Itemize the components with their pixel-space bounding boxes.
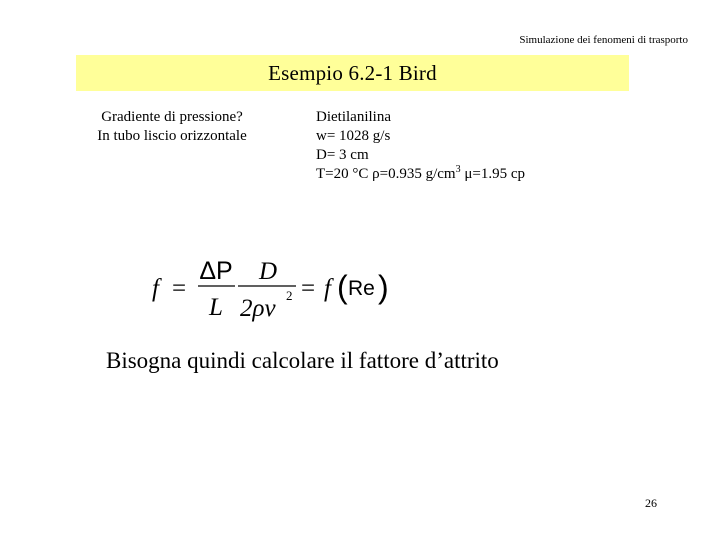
formula-f: f <box>152 275 159 302</box>
slide-title-band <box>76 55 629 91</box>
formula-equals-2: = <box>301 275 316 302</box>
flow-rate: w= 1028 g/s <box>316 128 391 144</box>
rho-value: =0.935 g/cm <box>379 166 456 182</box>
formula-exponent-2: 2 <box>286 288 293 303</box>
fluid-name: Dietilanilina <box>316 109 391 125</box>
rho-exponent: 3 <box>455 164 461 175</box>
formula-d: D <box>258 258 278 285</box>
formula-paren-close: ) <box>378 269 389 305</box>
properties-line <box>316 165 525 184</box>
conclusion-text: Bisogna quindi calcolare il fattore d’attrito <box>106 348 499 373</box>
formula-equals-1: = <box>172 275 187 302</box>
course-header: Simulazione dei fenomeni di trasporto <box>519 34 688 46</box>
question-line-1: Gradiente di pressione? <box>101 109 243 125</box>
temperature: T=20 °C <box>316 166 373 182</box>
formula-delta-p: ΔP <box>199 257 233 285</box>
rho-symbol: ρ <box>372 166 380 182</box>
question-line-2: In tubo liscio orizzontale <box>97 128 247 144</box>
formula-l: L <box>209 294 223 321</box>
mu-value: =1.95 cp <box>472 166 526 182</box>
data-block <box>316 108 525 184</box>
question-block <box>72 108 272 146</box>
page-number: 26 <box>645 496 657 510</box>
formula-paren-open: ( <box>337 269 348 305</box>
mu-symbol: μ <box>460 166 473 182</box>
formula-re: Re <box>348 277 375 300</box>
diameter: D= 3 cm <box>316 147 369 163</box>
formula-two-rho-v: 2ρv <box>240 295 276 322</box>
friction-factor-formula <box>148 250 398 324</box>
formula-f-of: f <box>324 275 331 302</box>
formula-svg <box>148 250 398 324</box>
slide-title: Esempio 6.2-1 Bird <box>268 60 437 85</box>
